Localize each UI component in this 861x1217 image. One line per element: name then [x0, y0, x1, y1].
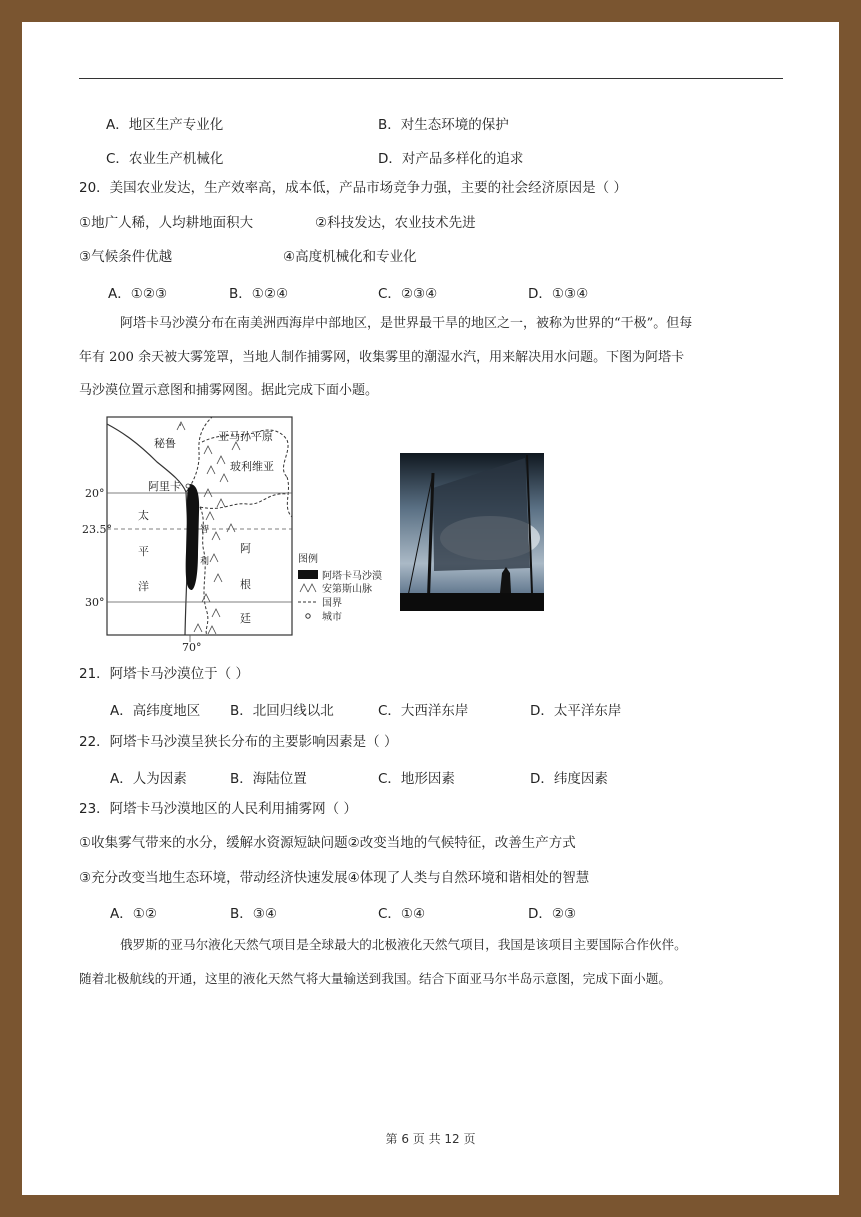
q20-option-d: D．①③④ [528, 286, 589, 302]
page-footer: 第 6 页 共 12 页 [385, 1132, 476, 1146]
q20-item-2: ②科技发达，农业技术先进 [315, 215, 476, 231]
q21-option-c: C．大西洋东岸 [378, 703, 469, 719]
passage1-line3: 马沙漠位置示意图和捕雾网图。据此完成下面小题。 [79, 383, 379, 398]
q20-option-a: A．①②③ [108, 286, 168, 302]
q22-option-d: D．纬度因素 [530, 771, 608, 787]
q20-item-1: ①地广人稀，人均耕地面积大 [79, 215, 254, 231]
q23-option-b: B．③④ [230, 906, 277, 922]
legend-border: 国界 [322, 598, 342, 609]
q23-item-line1: ①收集雾气带来的水分，缓解水资源短缺问题②改变当地的气候特征，改善生产方式 [79, 835, 576, 851]
q21-stem: 21．阿塔卡马沙漠位于（ ） [79, 666, 249, 682]
q23-option-a: A．①② [110, 906, 157, 922]
photo-ground [400, 593, 544, 611]
label-chile-2: 利 [200, 557, 210, 567]
legend-city: 城市 [322, 612, 342, 623]
legend-title: 图例 [298, 554, 318, 565]
q22-option-c: C．地形因素 [378, 771, 455, 787]
q22-stem: 22．阿塔卡马沙漠呈狭长分布的主要影响因素是（ ） [79, 734, 398, 750]
q21-option-a: A．高纬度地区 [110, 703, 201, 719]
passage2-line2: 随着北极航线的开通，这里的液化天然气将大量输送到我国。结合下面亚马尔半岛示意图，完成下面小题。 [79, 971, 671, 986]
passage2-line1: 俄罗斯的亚马尔液化天然气项目是全球最大的北极液化天然气项目，我国是该项目主要国际合作伙伴。 [120, 937, 687, 952]
label-pacific-2: 平 [138, 545, 149, 558]
q23-stem: 23．阿塔卡马沙漠地区的人民利用捕雾网（ ） [79, 801, 357, 817]
q22-option-b: B．海陆位置 [230, 771, 307, 787]
q19-option-c: C．农业生产机械化 [106, 151, 224, 167]
legend-andes: 安第斯山脉 [322, 584, 372, 595]
arica-city-dot [186, 484, 190, 488]
label-lat-30: 30° [85, 596, 105, 609]
exam-page [22, 22, 839, 1195]
label-argentina-1: 阿 [240, 542, 251, 555]
legend-andes-swatch [300, 584, 316, 592]
label-amazon: 亚马孙平原 [218, 430, 273, 443]
label-pacific-1: 太 [138, 509, 149, 522]
passage1-line2: 年有 200 余天被大雾笼罩，当地人制作捕雾网，收集雾里的潮湿水汽，用来解决用水问题。下图为阿塔卡 [79, 350, 685, 365]
q23-option-d: D．②③ [528, 906, 577, 922]
header-rule [79, 78, 783, 79]
q21-option-d: D．太平洋东岸 [530, 703, 622, 719]
label-arica: 阿里卡 [148, 480, 181, 493]
label-argentina-2: 根 [240, 578, 251, 591]
label-bolivia: 玻利维亚 [230, 460, 274, 473]
legend-desert-swatch [298, 570, 318, 579]
legend-desert: 阿塔卡马沙漠 [322, 571, 382, 582]
q20-option-c: C．②③④ [378, 286, 438, 302]
q22-option-a: A．人为因素 [110, 771, 187, 787]
q23-option-c: C．①④ [378, 906, 426, 922]
q23-item-line2: ③充分改变当地生态环境，带动经济快速发展④体现了人类与自然环境和谐相处的智慧 [79, 870, 590, 886]
q21-option-b: B．北回归线以北 [230, 703, 334, 719]
label-chile-1: 智 [200, 525, 210, 535]
q20-stem: 20．美国农业发达，生产效率高，成本低，产品市场竞争力强，主要的社会经济原因是（ ） [79, 180, 627, 196]
label-argentina-3: 廷 [240, 612, 251, 625]
q19-option-d: D．对产品多样化的追求 [378, 151, 524, 167]
q20-option-b: B．①②④ [229, 286, 289, 302]
passage1-line1: 阿塔卡马沙漠分布在南美洲西海岸中部地区，是世界最干旱的地区之一，被称为世界的“干极”。但每 [120, 316, 693, 331]
legend-city-swatch [306, 614, 310, 618]
fog-net-photo [400, 453, 544, 611]
q20-item-3: ③气候条件优越 [79, 249, 173, 265]
q20-item-4: ④高度机械化和专业化 [283, 249, 417, 265]
label-lon-70: 70° [182, 641, 202, 652]
label-peru: 秘鲁 [154, 437, 176, 450]
map-legend [298, 552, 382, 623]
q19-option-a: A．地区生产专业化 [106, 117, 224, 133]
label-lat-23-5: 23.5° [82, 523, 112, 536]
label-pacific-3: 洋 [138, 580, 149, 593]
q19-option-b: B．对生态环境的保护 [378, 117, 509, 133]
label-lat-20: 20° [85, 487, 105, 500]
